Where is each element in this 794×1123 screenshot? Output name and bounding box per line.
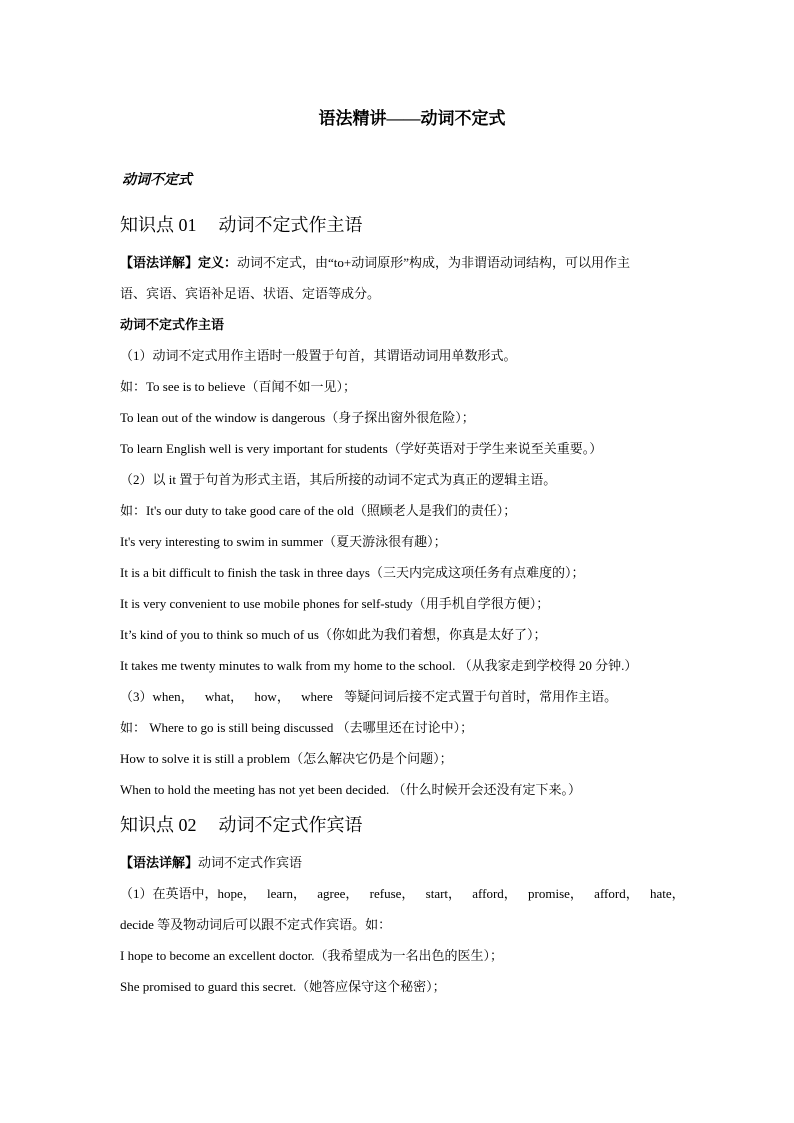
kp1-example: How to solve it is still a problem（怎么解决它仍是个问题）； <box>120 751 453 766</box>
kp1-definition-line1 <box>120 247 704 278</box>
kp2-number: 知识点 02 <box>120 815 197 835</box>
kp1-example: It’s kind of you to think so much of us（你如此为我们着想，你真是太好了）； <box>120 627 547 642</box>
kp1-example: To lean out of the window is dangerous（身子探出窗外很危险）； <box>120 410 475 425</box>
kp1-rule1: （1）动词不定式用作主语时一般置于句首，其谓语动词用单数形式。 <box>120 348 517 363</box>
kp1-example: When to hold the meeting has not yet been decided. （什么时候开会还没有定下来。） <box>120 782 582 797</box>
kp1-heading <box>120 211 704 239</box>
kp1-rule2: （2）以 it 置于句首为形式主语，其后所接的动词不定式为真正的逻辑主语。 <box>120 472 557 487</box>
kp2-rule1-line1: （1）在英语中，hope， learn， agree， refuse， start， afford， promise， afford， hate， <box>120 886 685 901</box>
kp2-name: 动词不定式作宾语 <box>218 815 363 835</box>
kp1-example: It is very convenient to use mobile phones for self-study（用手机自学很方便）； <box>120 596 550 611</box>
kp2-example: I hope to become an excellent doctor.（我希望成为一名出色的医生）； <box>120 948 504 963</box>
kp1-example: It is a bit difficult to finish the task in three days（三天内完成这项任务有点难度的）； <box>120 565 585 580</box>
kp1-example: 如：It's our duty to take good care of the old（照顾老人是我们的责任）； <box>120 503 517 518</box>
kp1-example: 如： Where to go is still being discussed （去哪里还在讨论中）； <box>120 720 474 735</box>
kp1-rule3: （3）when， what， how， where 等疑问词后接不定式置于句首时，常用作主语。 <box>120 689 618 704</box>
kp1-definition-label: 定义： <box>198 255 238 270</box>
kp2-heading <box>120 811 704 839</box>
section-label: 动词不定式 <box>122 172 192 188</box>
kp1-number: 知识点 01 <box>120 215 197 235</box>
kp1-example: 如：To see is to believe（百闻不如一见）； <box>120 379 356 394</box>
document-title: 语法精讲——动词不定式 <box>318 109 506 128</box>
kp2-rule1-line2: decide 等及物动词后可以跟不定式作宾语。如： <box>120 917 392 932</box>
kp2-detail-line <box>120 847 704 878</box>
kp2-detail-tag: 【语法详解】 <box>120 855 199 870</box>
kp1-definition-line2: 语、宾语、宾语补足语、状语、定语等成分。 <box>120 286 381 301</box>
kp1-name: 动词不定式作主语 <box>218 215 363 235</box>
kp1-example: It's very interesting to swim in summer（夏天游泳很有趣）； <box>120 534 447 549</box>
kp1-definition-text: 动词不定式，由“to+动词原形”构成，为非谓语动词结构，可以用作主 <box>237 255 631 270</box>
kp1-subheading: 动词不定式作主语 <box>120 317 225 332</box>
kp2-example: She promised to guard this secret.（她答应保守这个秘密）； <box>120 979 446 994</box>
kp1-example: To learn English well is very important for students（学好英语对于学生来说至关重要。） <box>120 441 603 456</box>
kp1-example: It takes me twenty minutes to walk from my home to the school. （从我家走到学校得 20 分钟.） <box>120 658 638 673</box>
kp1-detail-tag: 【语法详解】 <box>120 255 199 270</box>
kp2-detail-text: 动词不定式作宾语 <box>198 855 303 870</box>
